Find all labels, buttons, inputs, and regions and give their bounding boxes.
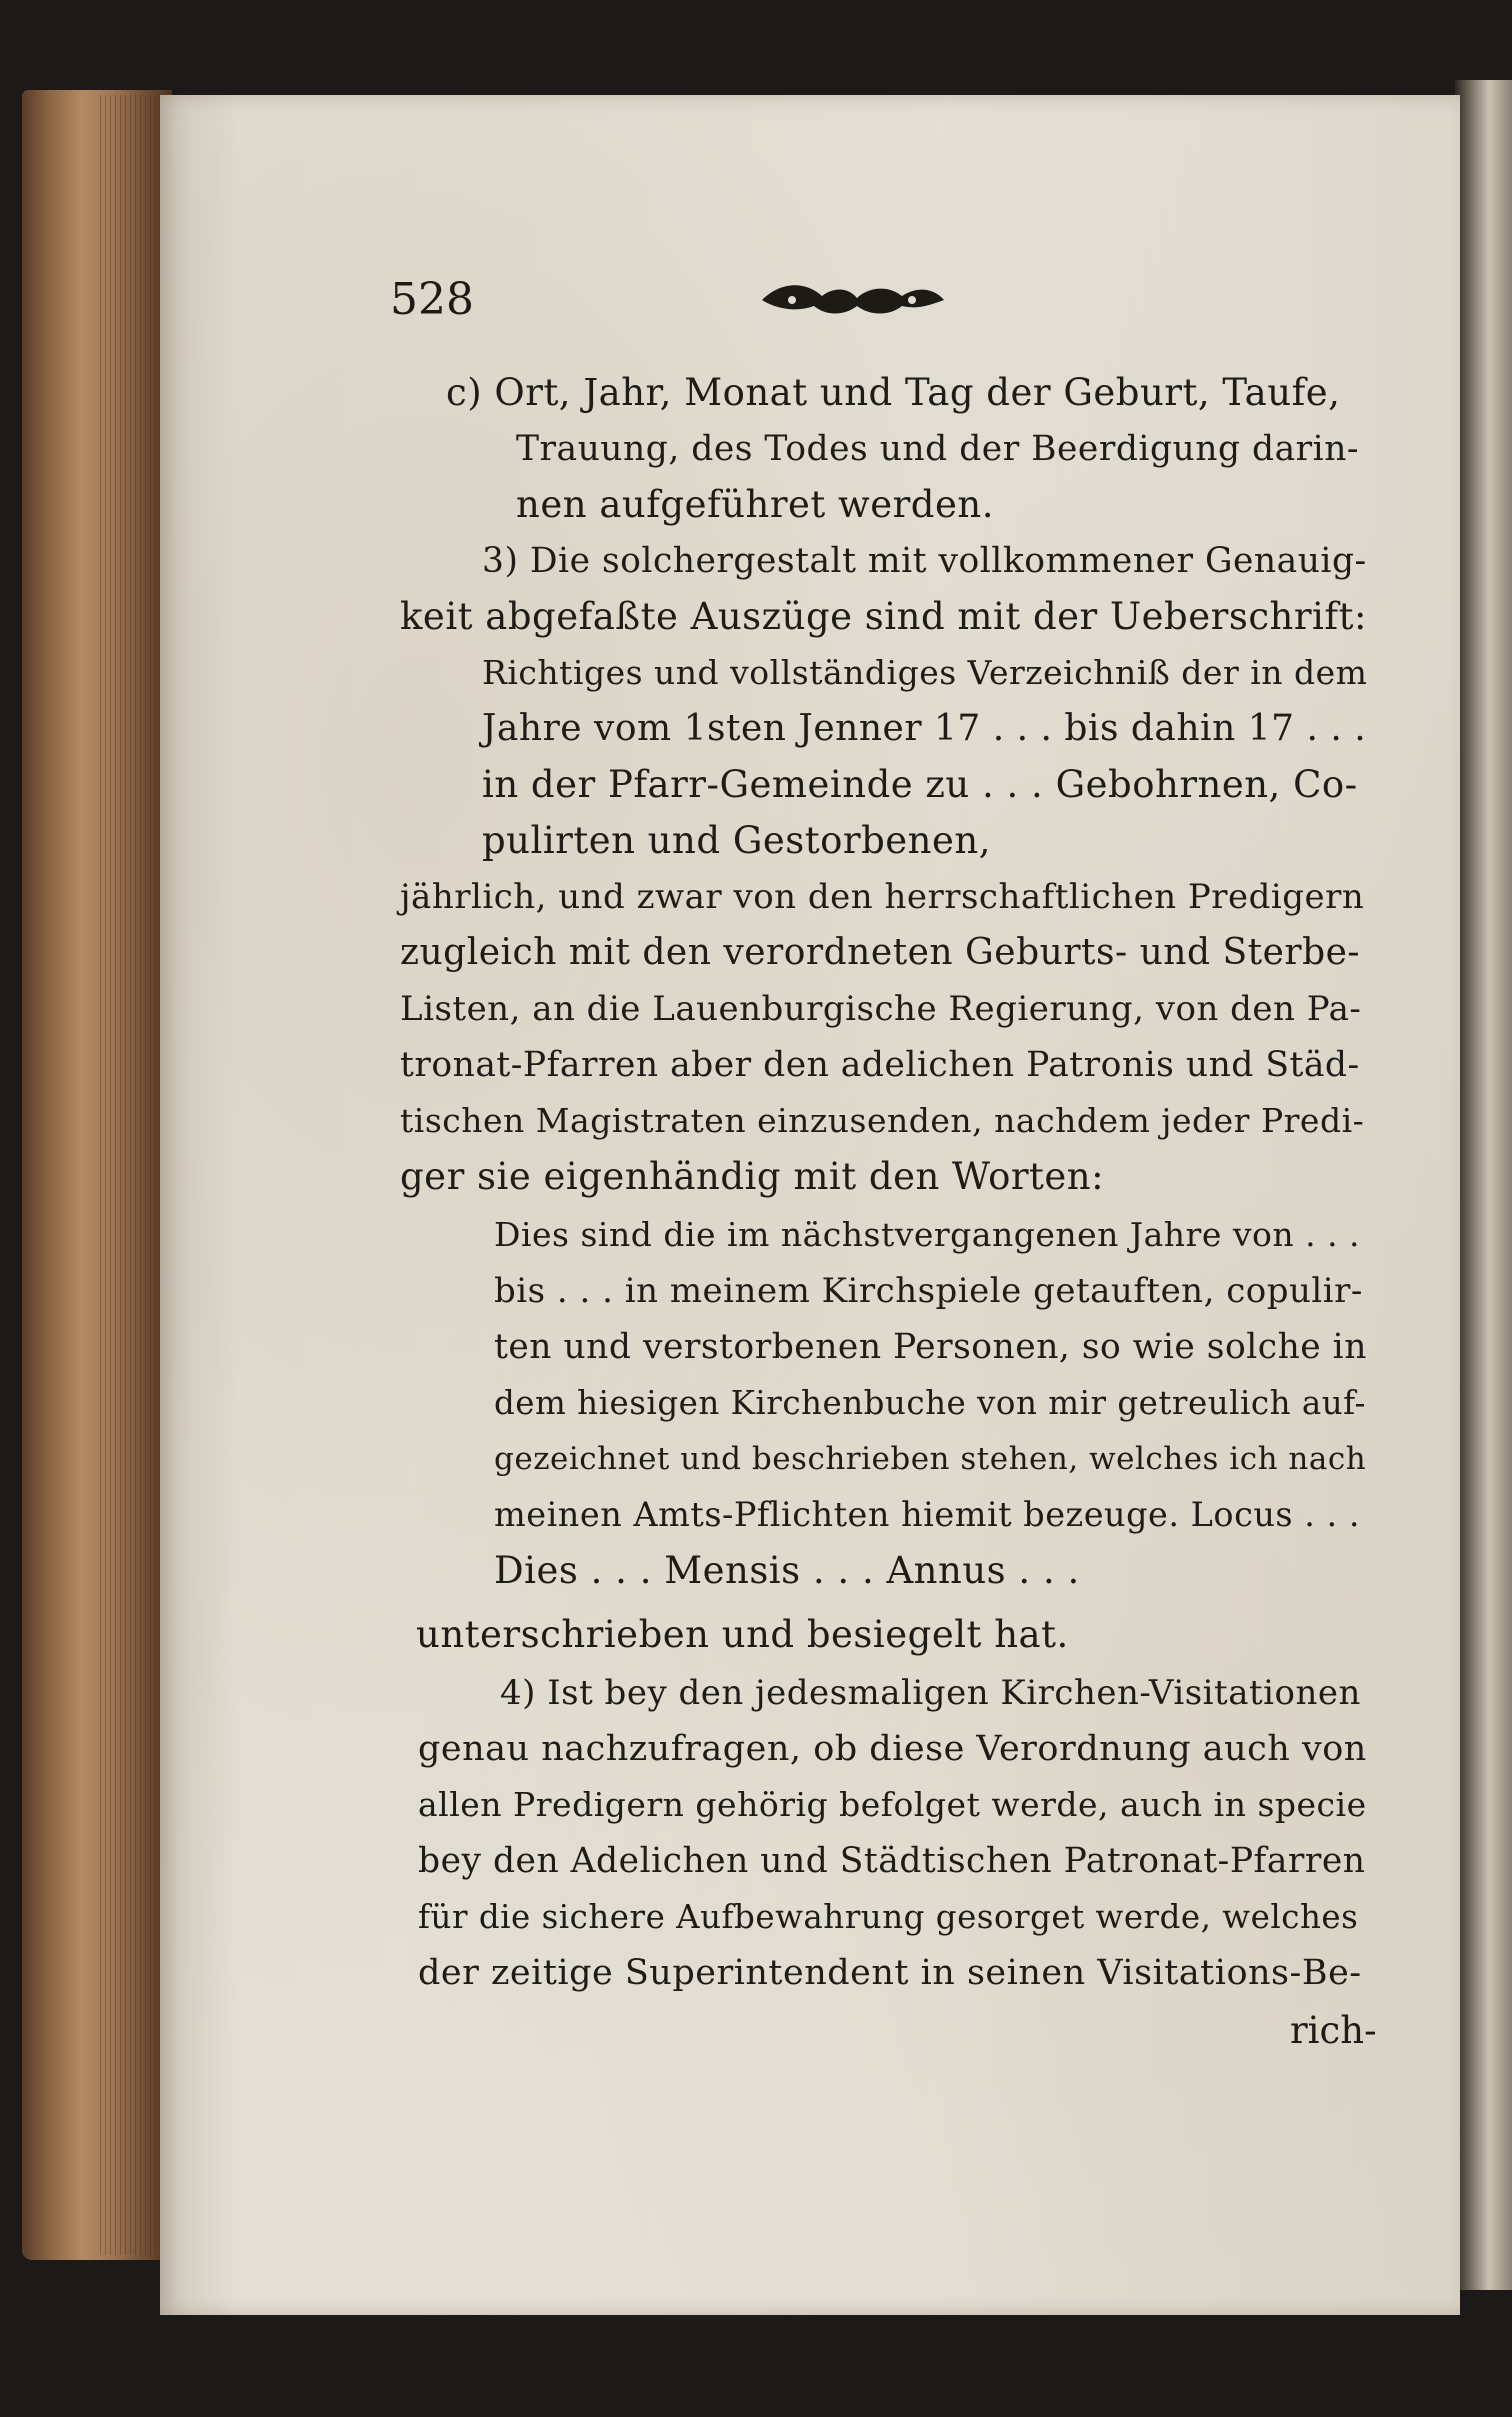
facing-page-edge [1455, 80, 1512, 2290]
catchword: rich- [1290, 2009, 1377, 2052]
text-line: 3) Die solchergestalt mit vollkommener Genauig- [482, 541, 1367, 581]
text-line: in der Pfarr-Gemeinde zu . . . Gebohrnen, Co- [482, 763, 1358, 806]
text-line: bis . . . in meinem Kirchspiele getauften, copulir- [494, 1271, 1363, 1311]
text-line: Richtiges und vollständiges Verzeichniß der in dem [482, 653, 1368, 692]
text-line: allen Predigern gehörig befolget werde, auch in specie [418, 1785, 1367, 1824]
text-line: genau nachzufragen, ob diese Verordnung auch von [418, 1729, 1367, 1769]
text-line: ten und verstorbenen Personen, so wie solche in [494, 1327, 1367, 1367]
text-line: zugleich mit den verordneten Geburts- und Sterbe- [400, 932, 1361, 973]
text-line: 4) Ist bey den jedesmaligen Kirchen-Visitationen [500, 1673, 1361, 1713]
text-line: gezeichnet und beschrieben stehen, welches ich nach [494, 1441, 1367, 1477]
text-line: tischen Magistraten einzusenden, nachdem jeder Predi- [400, 1101, 1365, 1140]
text-line: bey den Adelichen und Städtischen Patronat-Pfarren [418, 1841, 1366, 1881]
text-line: keit abgefaßte Auszüge sind mit der Ueberschrift: [400, 595, 1367, 638]
text-line: unterschrieben und besiegelt hat. [416, 1613, 1069, 1656]
text-line: meinen Amts-Pflichten hiemit bezeuge. Locus . . . [494, 1495, 1361, 1534]
page-number: 528 [390, 274, 474, 325]
text-line: c) Ort, Jahr, Monat und Tag der Geburt, Taufe, [446, 371, 1341, 414]
text-line: Listen, an die Lauenburgische Regierung, von den Pa- [400, 989, 1362, 1029]
text-line: der zeitige Superintendent in seinen Visitations-Be- [418, 1953, 1362, 1993]
text-line: Dies . . . Mensis . . . Annus . . . [494, 1549, 1080, 1592]
head-ornament-icon [752, 270, 952, 330]
text-line: Trauung, des Todes und der Beerdigung darin- [516, 429, 1360, 469]
text-line: ger sie eigenhändig mit den Worten: [400, 1155, 1105, 1198]
text-line: jährlich, und zwar von den herrschaftlichen Predigern [400, 877, 1365, 917]
page-header [390, 270, 1380, 330]
text-line: Jahre vom 1sten Jenner 17 . . . bis dahin 17 . . . [482, 708, 1367, 749]
text-line: dem hiesigen Kirchenbuche von mir getreulich auf- [494, 1384, 1367, 1422]
text-line: tronat-Pfarren aber den adelichen Patronis und Städ- [400, 1045, 1360, 1085]
text-line: nen aufgeführet werden. [516, 483, 994, 526]
text-line: Dies sind die im nächstvergangenen Jahre von . . . [494, 1215, 1361, 1254]
text-line: pulirten und Gestorbenen, [482, 819, 992, 862]
text-line: für die sichere Aufbewahrung gesorget werde, welches [418, 1898, 1359, 1936]
